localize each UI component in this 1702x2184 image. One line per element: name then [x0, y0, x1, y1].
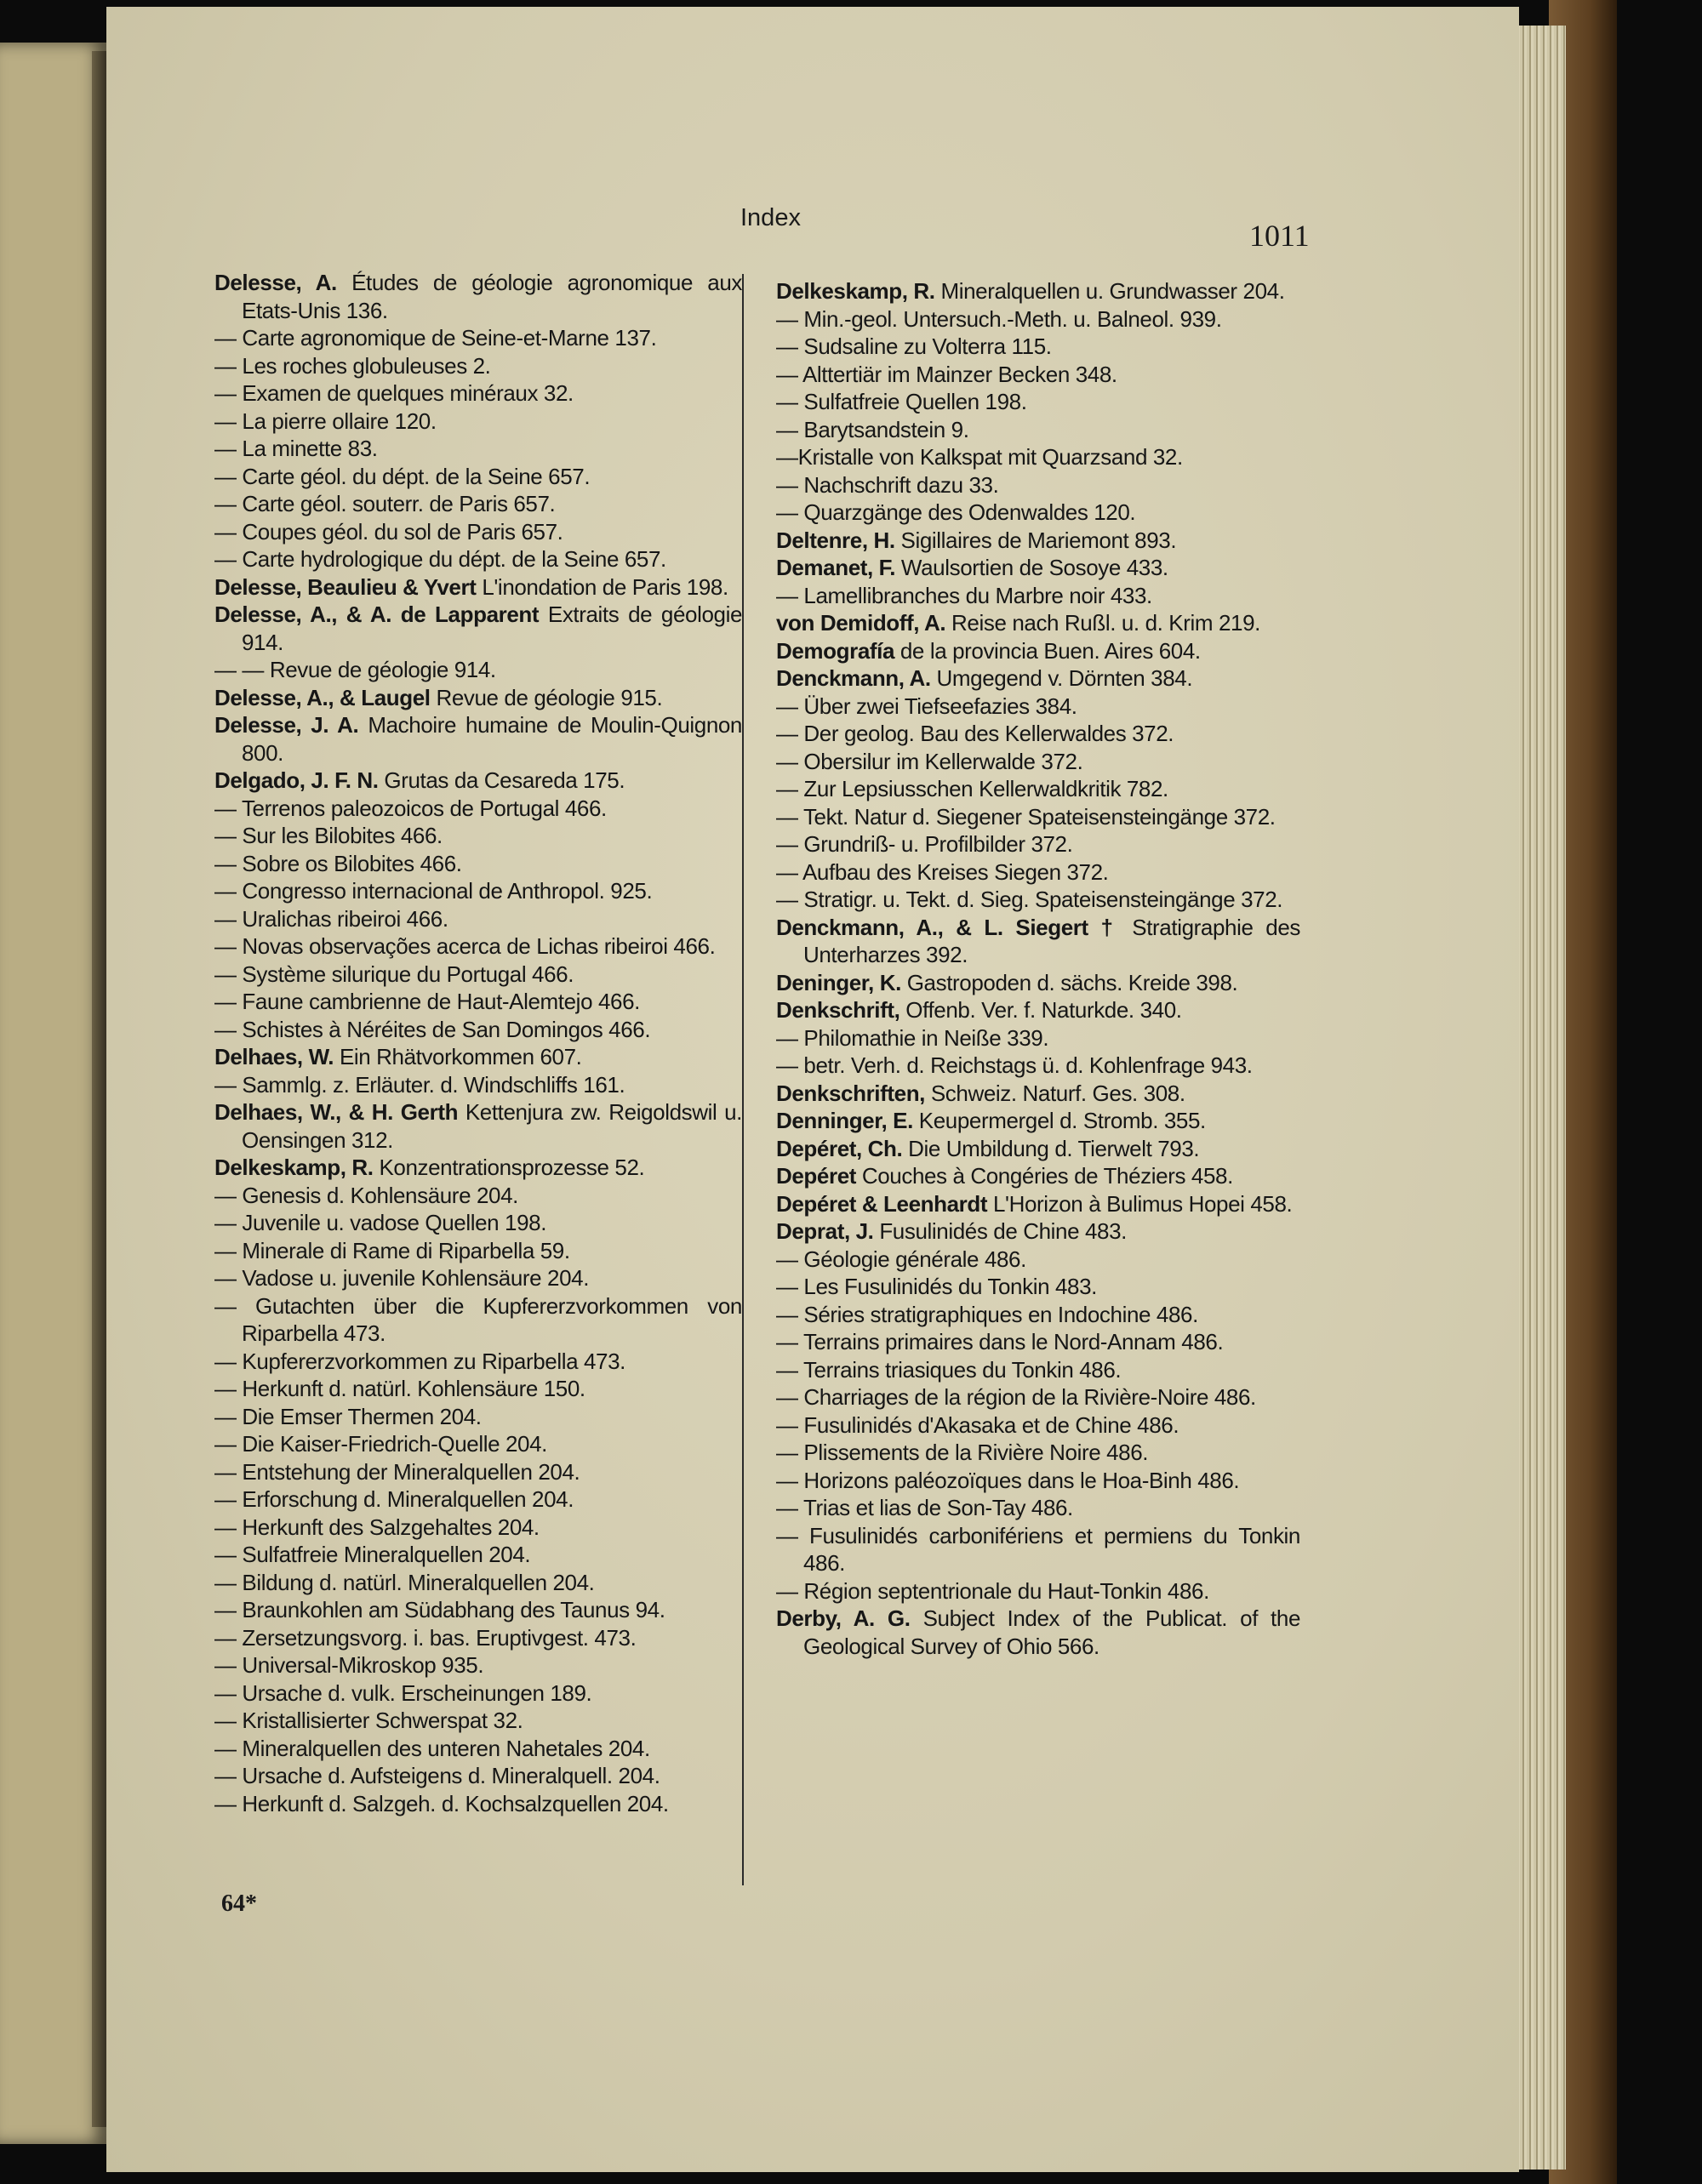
- index-entry: [214, 1596, 742, 1624]
- index-entry: [214, 1762, 742, 1790]
- index-entry: [776, 803, 1300, 831]
- entry-title: — Vadose u. juvenile Kohlensäure 204.: [214, 1265, 590, 1291]
- index-entry: [776, 886, 1300, 914]
- entry-author: Deprat, J.: [776, 1218, 874, 1244]
- entry-author: Delesse, J. A.: [214, 712, 359, 738]
- entry-title: Subject Index of the Publicat. of the Geological Survey of Ohio 566.: [803, 1605, 1301, 1659]
- index-entry: [214, 601, 742, 656]
- index-entry: [776, 1356, 1300, 1384]
- index-entry: [214, 463, 742, 491]
- entry-title: — Faune cambrienne de Haut-Alemtejo 466.: [214, 989, 640, 1014]
- index-entry: [776, 969, 1300, 997]
- index-entry: [776, 1107, 1300, 1135]
- entry-title: — Les roches globuleuses 2.: [214, 352, 491, 379]
- entry-author: Delkeskamp, R.: [214, 1155, 374, 1180]
- entry-author: Delhaes, W., & H. Gerth: [214, 1099, 459, 1125]
- index-entry: [214, 1569, 742, 1597]
- entry-author: Depéret & Leenhardt: [776, 1190, 988, 1217]
- index-entry: [214, 379, 742, 408]
- entry-title: — Schistes à Néréites de San Domingos 466.: [214, 1016, 651, 1042]
- entry-title: — Terrenos paleozoicos de Portugal 466.: [214, 795, 607, 821]
- index-entry: [214, 1458, 742, 1486]
- entry-title: Gastropoden d. sächs. Kreide 398.: [906, 969, 1238, 995]
- entry-title: Ein Rhätvorkommen 607.: [339, 1044, 582, 1069]
- index-entry: [776, 1301, 1300, 1329]
- index-entry: [214, 545, 742, 573]
- index-entry: [214, 684, 742, 712]
- entry-author: Denkschriften,: [776, 1080, 926, 1106]
- index-entry: [776, 305, 1300, 334]
- entry-title: Umgegend v. Dörnten 384.: [936, 665, 1193, 691]
- index-entry: [776, 996, 1300, 1024]
- index-entry: [214, 1348, 742, 1376]
- index-entry: [214, 1154, 742, 1182]
- entry-title: — Die Kaiser-Friedrich-Quelle 204.: [214, 1431, 547, 1457]
- entry-title: — Genesis d. Kohlensäure 204.: [214, 1182, 518, 1208]
- index-column-right: [776, 277, 1300, 1660]
- entry-title: — — Revue de géologie 914.: [214, 657, 496, 682]
- entry-title: Grutas da Cesareda 175.: [384, 767, 625, 793]
- entry-title: — Quarzgänge des Odenwaldes 120.: [776, 499, 1136, 525]
- index-entry: [214, 352, 742, 380]
- entry-author: Denninger, E.: [776, 1108, 913, 1133]
- index-entry: [214, 1651, 742, 1679]
- entry-title: de la provincia Buen. Aires 604.: [900, 637, 1201, 664]
- index-entry: [776, 1494, 1300, 1522]
- index-entry: [776, 1162, 1300, 1190]
- entry-author: Deninger, K.: [776, 969, 901, 995]
- page-number: 1011: [1249, 219, 1310, 253]
- entry-title: — La pierre ollaire 120.: [214, 408, 437, 434]
- entry-author: Delesse, A.: [214, 270, 337, 295]
- index-entry: [214, 324, 742, 352]
- entry-title: — Minerale di Rame di Riparbella 59.: [214, 1237, 570, 1263]
- index-entry: [214, 988, 742, 1016]
- entry-title: —Kristalle von Kalkspat mit Quarzsand 32.: [776, 444, 1183, 470]
- index-entry: [214, 932, 742, 961]
- index-entry: [776, 1246, 1300, 1274]
- entry-title: — Bildung d. natürl. Mineralquellen 204.: [214, 1569, 595, 1595]
- entry-title: — Géologie générale 486.: [776, 1246, 1026, 1272]
- entry-title: Schweiz. Naturf. Ges. 308.: [930, 1080, 1185, 1106]
- index-entry: [214, 1182, 742, 1210]
- entry-title: Extraits de géologie 914.: [242, 602, 743, 655]
- index-entry: [776, 277, 1300, 305]
- index-entry: [214, 1514, 742, 1542]
- entry-title: — Les Fusulinidés du Tonkin 483.: [776, 1274, 1097, 1299]
- entry-title: — Carte géol. du dépt. de la Seine 657.: [214, 463, 591, 489]
- entry-author: Delkeskamp, R.: [776, 278, 935, 304]
- left-page-edge: [0, 43, 106, 2144]
- entry-title: — betr. Verh. d. Reichstags ü. d. Kohlenfrage 943.: [776, 1052, 1253, 1078]
- index-entry: [776, 858, 1300, 887]
- entry-author: Demanet, F.: [776, 555, 896, 580]
- entry-title: Mineralquellen u. Grundwasser 204.: [940, 278, 1285, 304]
- entry-title: Études de géologie agronomique aux Etats-Unis 136.: [242, 270, 742, 323]
- index-entry: [776, 1052, 1300, 1080]
- index-entry: [214, 1098, 742, 1154]
- index-entry: [776, 1217, 1300, 1246]
- entry-title: — Lamellibranches du Marbre noir 433.: [776, 582, 1152, 608]
- entry-title: — Novas observações acerca de Lichas ribeiroi 466.: [214, 933, 716, 959]
- entry-title: — Philomathie in Neiße 339.: [776, 1024, 1049, 1051]
- entry-title: — Gutachten über die Kupfererzvorkommen von Riparbella 473.: [214, 1292, 742, 1346]
- entry-title: Revue de géologie 915.: [436, 684, 663, 710]
- entry-title: Keupermergel d. Stromb. 355.: [918, 1108, 1206, 1133]
- index-entry: [776, 609, 1300, 637]
- index-entry: [214, 573, 742, 602]
- index-entry: [776, 1467, 1300, 1495]
- index-entry: [214, 1403, 742, 1431]
- entry-title: — Über zwei Tiefseefazies 384.: [776, 693, 1077, 719]
- index-entry: [214, 1707, 742, 1735]
- index-entry: [214, 1292, 742, 1348]
- index-entry: [776, 775, 1300, 803]
- index-entry: [776, 720, 1300, 748]
- entry-title: — Obersilur im Kellerwalde 372.: [776, 748, 1083, 774]
- entry-author: Denckmann, A., & L. Siegert †: [776, 914, 1120, 940]
- entry-title: — La minette 83.: [214, 436, 378, 461]
- index-entry: [214, 767, 742, 795]
- entry-title: — Fusulinidés d'Akasaka et de Chine 486.: [776, 1411, 1179, 1438]
- index-entry: [214, 1016, 742, 1044]
- entry-title: — Braunkohlen am Südabhang des Taunus 94.: [214, 1597, 665, 1622]
- entry-title: Reise nach Rußl. u. d. Krim 219.: [951, 610, 1260, 636]
- entry-title: — Carte hydrologique du dépt. de la Seine 657.: [214, 546, 666, 572]
- entry-title: — Kristallisierter Schwerspat 32.: [214, 1708, 523, 1733]
- entry-author: Deltenre, H.: [776, 527, 895, 553]
- entry-title: — Universal-Mikroskop 935.: [214, 1652, 484, 1678]
- entry-title: — Aufbau des Kreises Siegen 372.: [776, 858, 1109, 885]
- index-entry: [214, 1624, 742, 1652]
- index-entry: [776, 1577, 1300, 1605]
- index-entry: [776, 499, 1300, 527]
- entry-title: Stratigraphie des Unterharzes 392.: [803, 914, 1300, 967]
- entry-author: Delhaes, W.: [214, 1044, 334, 1069]
- index-entry: [214, 961, 742, 989]
- entry-title: — Tekt. Natur d. Siegener Spateisensteingänge 372.: [776, 803, 1276, 830]
- index-entry: [776, 1411, 1300, 1440]
- index-entry: [214, 1264, 742, 1292]
- entry-title: — Carte agronomique de Seine-et-Marne 137.: [214, 325, 657, 351]
- entry-title: — Trias et lias de Son-Tay 486.: [776, 1495, 1073, 1520]
- index-entry: [776, 664, 1300, 693]
- index-entry: [776, 443, 1300, 471]
- entry-title: — Herkunft d. Salzgeh. d. Kochsalzquellen 204.: [214, 1790, 669, 1816]
- column-divider: [742, 274, 744, 1885]
- entry-title: — Zur Lepsiusschen Kellerwaldkritik 782.: [776, 776, 1168, 801]
- index-entry: [776, 1190, 1300, 1218]
- index-entry: [214, 850, 742, 878]
- index-entry: [776, 914, 1300, 969]
- entry-title: L'Horizon à Bulimus Hopei 458.: [992, 1190, 1293, 1217]
- entry-title: — Sammlg. z. Erläuter. d. Windschliffs 161.: [214, 1071, 625, 1098]
- index-entry: [214, 905, 742, 933]
- index-entry: [776, 527, 1300, 555]
- index-entry: [214, 1790, 742, 1818]
- index-entry: [776, 1273, 1300, 1301]
- index-column-left: [214, 269, 742, 1817]
- entry-title: — Ursache d. vulk. Erscheinungen 189.: [214, 1679, 592, 1706]
- index-entry: [214, 1071, 742, 1099]
- entry-title: — Sulfatfreie Mineralquellen 204.: [214, 1542, 531, 1567]
- index-entry: [776, 830, 1300, 858]
- entry-title: — Alttertiär im Mainzer Becken 348.: [776, 361, 1117, 387]
- entry-title: — Kupfererzvorkommen zu Riparbella 473.: [214, 1348, 625, 1374]
- entry-title: — Herkunft des Salzgehaltes 204.: [214, 1514, 540, 1540]
- index-entry: [776, 1080, 1300, 1108]
- entry-title: — Horizons paléozoïques dans le Hoa-Binh 486.: [776, 1467, 1240, 1493]
- index-entry: [776, 748, 1300, 776]
- entry-author: von Demidoff, A.: [776, 610, 946, 636]
- entry-title: — Sobre os Bilobites 466.: [214, 850, 462, 876]
- index-entry: [776, 582, 1300, 610]
- entry-author: Depéret: [776, 1163, 857, 1189]
- entry-title: — Zersetzungsvorg. i. bas. Eruptivgest. 473.: [214, 1624, 637, 1651]
- index-entry: [214, 795, 742, 823]
- entry-title: — Sulfatfreie Quellen 198.: [776, 389, 1027, 414]
- entry-author: Demografía: [776, 637, 895, 664]
- entry-title: — Fusulinidés carbonifériens et permiens du Tonkin 486.: [776, 1522, 1300, 1576]
- index-entry: [776, 1439, 1300, 1467]
- entry-title: — Congresso internacional de Anthropol. 925.: [214, 878, 653, 904]
- index-entry: [214, 1735, 742, 1763]
- entry-title: — Région septentrionale du Haut-Tonkin 486.: [776, 1577, 1209, 1604]
- entry-title: — Juvenile u. vadose Quellen 198.: [214, 1210, 547, 1235]
- entry-title: — Sur les Bilobites 466.: [214, 823, 443, 848]
- index-entry: [776, 554, 1300, 582]
- entry-title: — Ursache d. Aufsteigens d. Mineralquell. 204.: [214, 1763, 660, 1788]
- index-entry: [214, 1043, 742, 1071]
- entry-author: Derby, A. G.: [776, 1605, 911, 1631]
- entry-title: Couches à Congéries de Théziers 458.: [861, 1163, 1233, 1189]
- entry-title: — Système silurique du Portugal 466.: [214, 961, 574, 987]
- entry-title: — Grundriß- u. Profilbilder 372.: [776, 831, 1073, 857]
- entry-author: Delgado, J. F. N.: [214, 767, 379, 793]
- entry-title: — Nachschrift dazu 33.: [776, 471, 999, 498]
- index-entry: [776, 1522, 1300, 1577]
- entry-title: Kettenjura zw. Reigoldswil u. Oensingen 312.: [242, 1099, 743, 1153]
- entry-author: Depéret, Ch.: [776, 1135, 903, 1161]
- index-entry: [214, 1679, 742, 1708]
- entry-title: Machoire humaine de Moulin-Quignon 800.: [242, 712, 742, 766]
- index-entry: [776, 1135, 1300, 1163]
- index-entry: [214, 822, 742, 850]
- entry-title: — Coupes géol. du sol de Paris 657.: [214, 518, 563, 545]
- index-entry: [214, 269, 742, 324]
- index-entry: [776, 416, 1300, 444]
- entry-title: — Charriages de la région de la Rivière-Noire 486.: [776, 1384, 1256, 1410]
- entry-title: Waulsortien de Sosoye 433.: [900, 555, 1168, 580]
- entry-title: Sigillaires de Mariemont 893.: [900, 527, 1177, 553]
- entry-title: Fusulinidés de Chine 483.: [879, 1218, 1127, 1244]
- entry-author: Delesse, A., & A. de Lapparent: [214, 602, 540, 627]
- entry-title: — Terrains primaires dans le Nord-Annam 486.: [776, 1329, 1224, 1354]
- entry-author: Delesse, Beaulieu & Yvert: [214, 573, 477, 600]
- signature-mark: 64*: [221, 1890, 257, 1917]
- index-entry: [776, 471, 1300, 499]
- entry-title: — Examen de quelques minéraux 32.: [214, 380, 574, 406]
- index-entry: [776, 1328, 1300, 1356]
- index-entry: [214, 877, 742, 905]
- entry-title: — Der geolog. Bau des Kellerwaldes 372.: [776, 721, 1174, 746]
- entry-author: Delesse, A., & Laugel: [214, 684, 431, 710]
- entry-title: — Terrains triasiques du Tonkin 486.: [776, 1356, 1122, 1383]
- entry-title: — Séries stratigraphiques en Indochine 486.: [776, 1301, 1198, 1327]
- index-entry: [776, 1024, 1300, 1052]
- index-entry: [214, 1209, 742, 1237]
- index-entry: [776, 1605, 1300, 1660]
- entry-title: — Plissements de la Rivière Noire 486.: [776, 1440, 1149, 1465]
- entry-title: — Entstehung der Mineralquellen 204.: [214, 1458, 580, 1485]
- index-entry: [214, 1430, 742, 1458]
- entry-title: — Erforschung d. Mineralquellen 204.: [214, 1486, 574, 1512]
- index-entry: [776, 388, 1300, 416]
- index-entry: [214, 518, 742, 546]
- entry-title: — Die Emser Thermen 204.: [214, 1403, 482, 1429]
- entry-title: — Herkunft d. natürl. Kohlensäure 150.: [214, 1376, 585, 1401]
- index-entry: [214, 1485, 742, 1514]
- index-entry: [214, 1375, 742, 1403]
- entry-title: — Carte géol. souterr. de Paris 657.: [214, 491, 556, 516]
- running-header-title: Index: [740, 204, 801, 231]
- entry-title: L'inondation de Paris 198.: [482, 573, 728, 600]
- entry-title: Konzentrationsprozesse 52.: [379, 1155, 645, 1180]
- index-entry: [776, 637, 1300, 665]
- index-entry: [214, 656, 742, 684]
- index-entry: [214, 408, 742, 436]
- index-entry: [214, 1541, 742, 1569]
- entry-title: — Mineralquellen des unteren Nahetales 204.: [214, 1735, 650, 1761]
- entry-author: Denkschrift,: [776, 997, 900, 1023]
- entry-title: Offenb. Ver. f. Naturkde. 340.: [905, 997, 1182, 1023]
- entry-title: Die Umbildung d. Tierwelt 793.: [908, 1135, 1200, 1161]
- index-entry: [776, 1383, 1300, 1411]
- index-entry: [214, 1237, 742, 1265]
- entry-title: — Min.-geol. Untersuch.-Meth. u. Balneol. 939.: [776, 305, 1222, 332]
- index-entry: [776, 333, 1300, 361]
- entry-title: — Sudsaline zu Volterra 115.: [776, 334, 1052, 359]
- index-entry: [214, 490, 742, 518]
- entry-author: Denckmann, A.: [776, 665, 931, 691]
- entry-title: — Barytsandstein 9.: [776, 416, 969, 442]
- entry-title: — Uralichas ribeiroi 466.: [214, 905, 448, 932]
- index-entry: [214, 711, 742, 767]
- entry-title: — Stratigr. u. Tekt. d. Sieg. Spateisensteingänge 372.: [776, 887, 1283, 912]
- index-entry: [776, 693, 1300, 721]
- index-entry: [214, 435, 742, 463]
- index-entry: [776, 361, 1300, 389]
